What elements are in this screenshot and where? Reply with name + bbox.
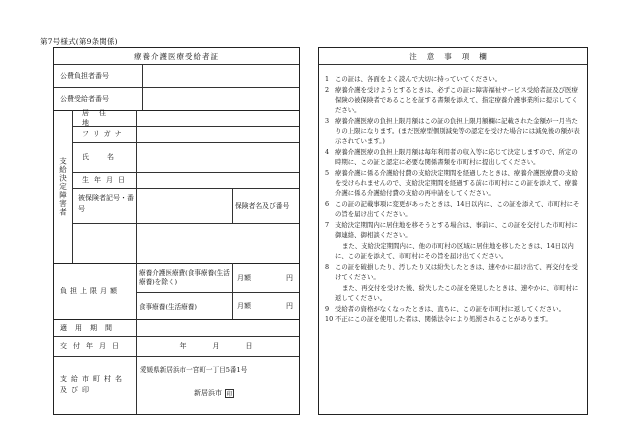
note-subitem: また、再交付を受けた後、紛失したこの証を発見したときは、速やかに、市町村に返してください。 [335,283,579,302]
furigana-label: フリガナ [82,130,126,138]
recipient-group-label: 支給決定障害者 [58,156,68,217]
public-payer-label: 公費負担者番号 [60,71,109,80]
note-item: 3 療養介護医療の負担上限月額はこの証の負担上限月額欄に記載された金額が一月当たりの上限になります。(まだ医療型個別減免等の認定を受けた場合には減免後の額が表示されています。) [325,116,580,146]
note-item: 9 受給者の資格がなくなったときは、直ちに、この証を市町村に返してください。 [325,304,566,313]
note-item: 10 不正にこの証を使用した者は、関係法令により処罰されることがあります。 [325,315,552,324]
municipality-label: 支給市町村名及び印 [60,375,126,394]
official-seal-icon: 印 [226,390,233,398]
copay-meal-label: 食事療養(生活療養) [139,302,197,311]
public-recipient-label: 公費受給者番号 [60,94,109,103]
note-item: 4 療養介護医療の負担上限月額は毎年利用者の収入等に応じて決定しますので、所定の時期に、この証と認定に必要な関係書類を市町村に提出してください。 [325,147,578,167]
certificate-title: 療養介護医療受給者証 [134,51,219,61]
note-item: 6 この証の記載事項に変更があったときは、14日以内に、この証を添えて、市町村にその旨を届け出てください。 [325,200,580,219]
notes-title: 注意事項欄 [409,51,497,61]
issue-date-value: 年 月 日 [179,342,257,350]
notes-list [325,74,583,325]
copay-label: 負担上限月額 [60,287,120,295]
insured-number-label: 被保険者記号・番号 [78,194,134,213]
copay-medical-unit: 円 [286,274,293,282]
municipality-address: 愛媛県新居浜市一宮町一丁目5番1号 [140,366,248,374]
form-number: 第7号様式(第9条関係) [40,37,118,46]
issue-date-label: 交付年月日 [60,342,125,350]
period-label: 適用期間 [60,323,120,332]
insurer-name-label: 保険者名及び番号 [235,201,290,210]
copay-meal-unit: 円 [286,301,293,310]
municipality-name: 新居浜市 [194,389,222,397]
note-subitem: また、支給決定期間内に、他の市町村の区域に居住地を移したときは、14日以内に、この証を添えて、市町村にその旨を届け出てください。 [335,241,574,261]
note-item: 1 この証は、各面をよく読んで大切に持っていてください。 [325,75,502,83]
copay-medical-label: 療養介護医療費(食事療養(生活療養)を除く) [139,269,230,286]
notes-panel [318,47,588,415]
certificate-panel [53,47,300,415]
name-label: 氏名 [82,153,132,161]
birthdate-label: 生年月日 [82,176,130,184]
note-item: 8 この証を破損したり、汚したり又は紛失したときは、速やかに届け出て、再交付を受けてください。 [325,262,578,282]
copay-medical-monthly: 月額 [237,274,251,282]
public-recipient-number [143,87,299,110]
note-item: 7 支給決定期間内に居住地を移そうとする場合は、事前に、この証を交付した市町村に御連絡、御相談ください。 [325,220,578,240]
note-item: 5 療養介護に係る介護給付費の支給決定期間を経過したときは、療養介護医療費の支給を受けられませんので、支給決定期間を経過する前に市町村にこの証を添えて、療養介護に係る介護給付費の支給の再申請をしてください。 [325,168,578,198]
note-item: 2 療養介護を受けようとするときは、必ずこの証に障害福祉サービス受給者証及び医療保険の被保険者であることを証する書類を添えて、指定療養介護事業所に提示してください。 [325,85,578,115]
address-label: 居住地 [82,109,116,127]
copay-meal-monthly: 月額 [237,301,251,310]
public-payer-number [143,64,299,87]
